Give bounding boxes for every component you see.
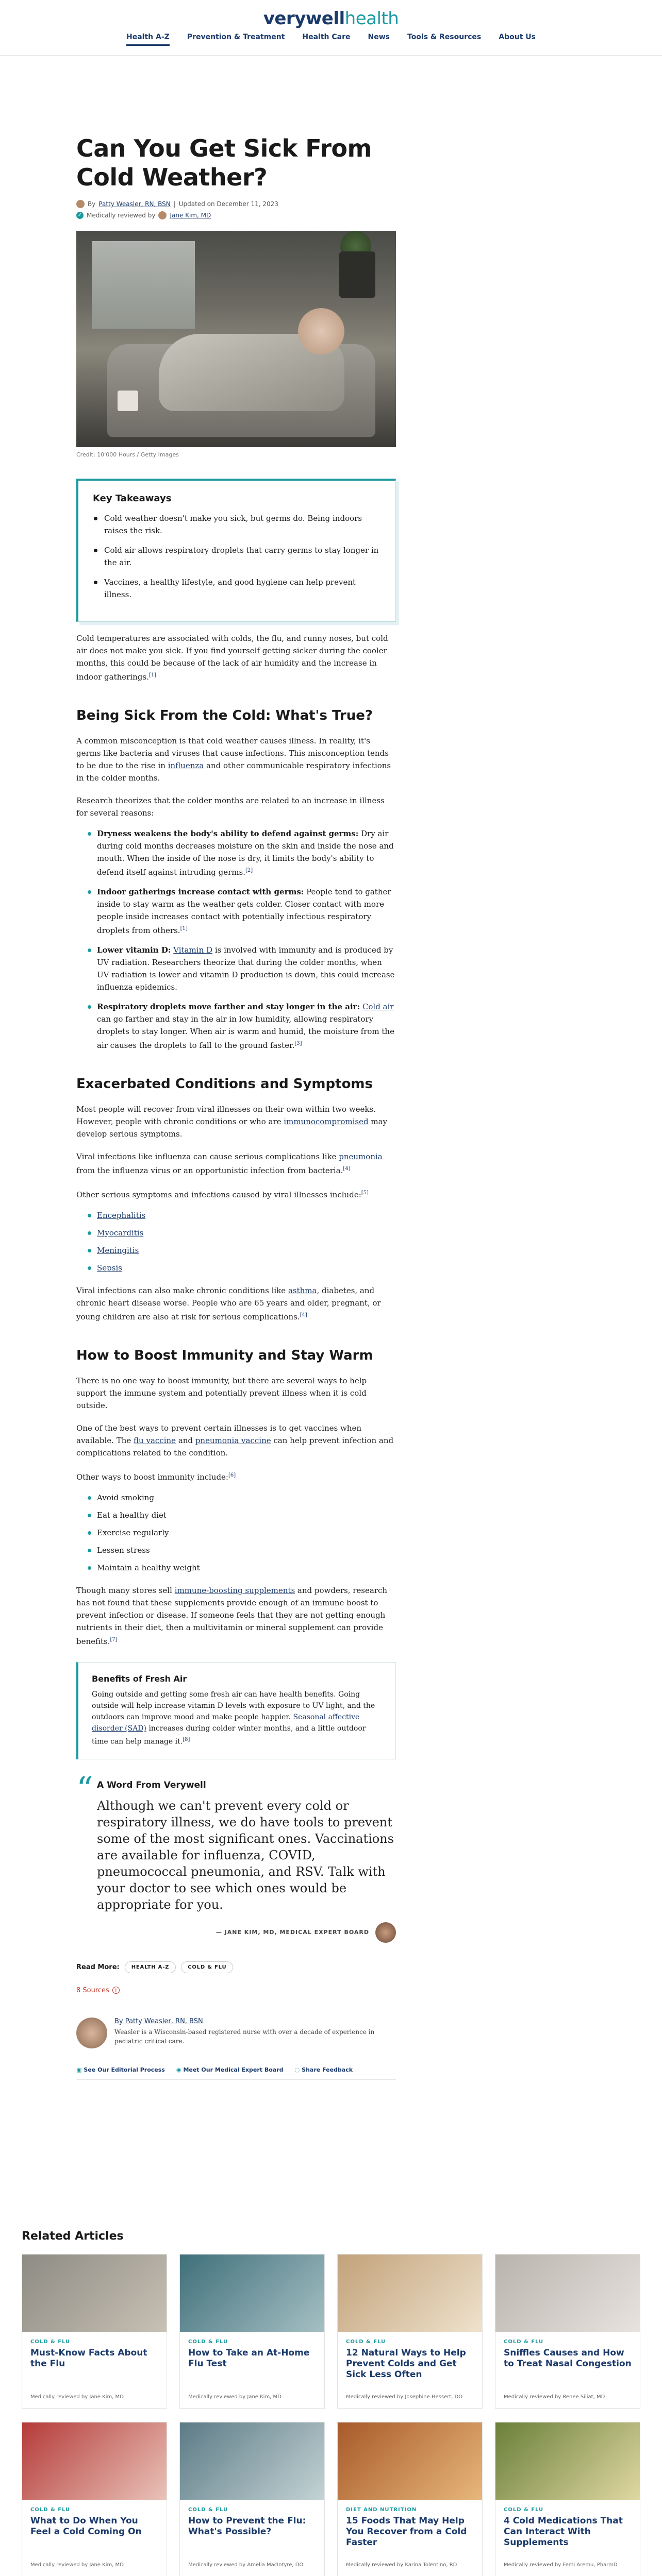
related-card[interactable] [179, 2254, 325, 2409]
complication-item [87, 1262, 396, 1274]
s2-paragraph-4 [76, 1284, 396, 1323]
takeaways-list [93, 512, 381, 601]
s1-paragraph-1 [76, 735, 396, 784]
read-more [76, 1961, 396, 1973]
share-feedback-label: Share Feedback [302, 2066, 353, 2073]
share-feedback-link[interactable] [295, 2066, 353, 2073]
site-logo[interactable] [0, 8, 662, 29]
nav-news[interactable]: News [368, 33, 390, 41]
related-card-category: DIET AND NUTRITION [346, 2507, 417, 2513]
related-card-category: COLD & FLU [30, 2339, 71, 2345]
document-icon: ▣ [76, 2066, 82, 2073]
s1-paragraph-2: Research theorizes that the colder months are related to an increase in illness for several reasons: [76, 796, 385, 818]
link-immunocompromised[interactable]: immunocompromised [284, 1117, 369, 1126]
editorial-process-label: See Our Editorial Process [84, 2066, 165, 2073]
citation[interactable]: [6] [228, 1472, 236, 1478]
link-myocarditis[interactable]: Myocarditis [97, 1228, 144, 1238]
chat-icon: ◌ [294, 2066, 300, 2073]
author-bio-avatar [76, 2018, 107, 2048]
fresh-air-body-end: increases during colder winter months, and a little outdoor time can help manage it. [92, 1724, 366, 1746]
author-bio-name[interactable]: By Patty Weasler, RN, BSN [114, 2017, 203, 2025]
immunity-item: Maintain a healthy weight [87, 1562, 396, 1574]
fresh-air-title: Benefits of Fresh Air [92, 1674, 187, 1684]
s2-paragraph-3 [76, 1187, 396, 1201]
chip-health-a-z[interactable]: HEALTH A-Z [125, 1961, 176, 1973]
immunity-item: Avoid smoking [87, 1492, 396, 1504]
s2-paragraph-1 [76, 1103, 396, 1140]
reason-item [87, 944, 396, 993]
nav-prevention-treatment[interactable]: Prevention & Treatment [187, 33, 285, 41]
hero-cup [118, 391, 138, 411]
complication-item [87, 1244, 396, 1257]
hero-image [76, 231, 396, 447]
link-influenza[interactable]: influenza [168, 761, 204, 770]
nav-tools-resources[interactable]: Tools & Resources [407, 33, 482, 41]
link-flu-vaccine[interactable]: flu vaccine [134, 1436, 176, 1445]
related-card-image [22, 2255, 167, 2332]
reason-heading: Dryness weakens the body's ability to defend against germs: [97, 829, 359, 838]
expert-board-label: Meet Our Medical Expert Board [183, 2066, 284, 2073]
reason-text: can go farther and stay in the air in low humidity, allowing respiratory droplets to stay longer. When air is warm and humid, the moisture from the air causes the droplets to fall to the ground faster. [97, 1014, 394, 1050]
word-attribution [97, 1922, 396, 1943]
author-bio-box [76, 2008, 396, 2048]
chip-cold-flu[interactable]: COLD & FLU [181, 1961, 233, 1973]
article-title: Can You Get Sick From Cold Weather? [76, 134, 372, 191]
s2-p1-text-end: may develop serious symptoms. [76, 1117, 387, 1139]
s2-p4-text: Viral infections can also make chronic conditions like [76, 1286, 286, 1295]
section-title-conditions: Exacerbated Conditions and Symptoms [76, 1076, 373, 1092]
takeaway-item: Vaccines, a healthy lifestyle, and good hygiene can help prevent illness. [93, 576, 381, 601]
related-card-title[interactable]: 4 Cold Medications That Can Interact With Supplements [504, 2516, 623, 2548]
reason-text: Dry air during cold months decreases moisture on the skin and inside the nose and mouth. When the inside of the nose is dry, it limits the body's ability to defend itself against intruding germs. [97, 829, 394, 877]
fresh-air-text [92, 1689, 382, 1748]
s3-paragraph-3 [76, 1469, 396, 1483]
reason-heading: Respiratory droplets move farther and stay longer in the air: [97, 1002, 360, 1011]
link-pneumonia-vaccine[interactable]: pneumonia vaccine [195, 1436, 271, 1445]
s2-p2-text-end: from the influenza virus or an opportunistic infection from bacteria. [76, 1166, 343, 1175]
reason-item [87, 886, 396, 937]
section-title-whats-true: Being Sick From the Cold: What's True? [76, 708, 373, 723]
author-bio-text: Weasler is a Wisconsin-based registered nurse with over a decade of experience in pediatric critical care. [114, 2028, 375, 2045]
nav-about-us[interactable]: About Us [499, 33, 536, 41]
related-card-title[interactable]: 15 Foods That May Help You Recover from a Cold Faster [346, 2516, 467, 2548]
link-asthma[interactable]: asthma [288, 1286, 317, 1295]
related-card-reviewer: Medically reviewed by Josephine Hessert, DO [346, 2394, 463, 2400]
related-card-category: COLD & FLU [188, 2507, 228, 2513]
immunity-list [76, 1492, 396, 1574]
s2-p3-text: Other serious symptoms and infections caused by viral illnesses include: [76, 1190, 361, 1199]
expert-board-link[interactable] [176, 2066, 284, 2073]
reason-text: is involved with immunity and is produced by UV radiation. Researchers theorize that during the colder months, when UV radiation is lower and vitamin D production is down, this could increase influenza epidemics. [97, 945, 395, 992]
s2-p2-text: Viral infections like influenza can cause serious complications like [76, 1152, 337, 1161]
s2-p1-text: Most people will recover from viral illnesses on their own within two weeks. However, people with chronic conditions or who are [76, 1105, 376, 1126]
related-card[interactable] [337, 2254, 483, 2409]
article-footer-links [76, 2060, 396, 2080]
citation[interactable]: [5] [361, 1190, 369, 1196]
reviewer-avatar [158, 211, 167, 219]
related-card[interactable] [179, 2422, 325, 2576]
related-card[interactable] [495, 2422, 640, 2576]
hero-person [298, 308, 344, 354]
related-articles [22, 2230, 640, 2576]
attribution-text: — JANE KIM, MD, MEDICAL EXPERT BOARD [216, 1929, 369, 1936]
site-header [0, 0, 662, 56]
related-card-image [22, 2422, 167, 2500]
author-link[interactable]: Patty Weasler, RN, BSN [98, 200, 171, 208]
citation[interactable]: [1] [148, 672, 157, 678]
updated-date: Updated on December 11, 2023 [178, 200, 278, 208]
s3-p4-text-end: and powders, research has not found that these supplements provide enough of an immune boost to prevent infection or disease. If someone feels that they are not getting enough nutrients in their diet, then a multivitamin or mineral supplement can provide benefits. [76, 1586, 388, 1646]
byline [76, 200, 396, 208]
related-card-title[interactable]: 12 Natural Ways to Help Prevent Colds and Get Sick Less Often [346, 2348, 466, 2380]
related-card-reviewer: Medically reviewed by Jane Kim, MD [30, 2562, 124, 2568]
citation[interactable]: [7] [110, 1637, 118, 1642]
reason-text: People tend to gather inside to stay warm as the weather gets colder. Closer contact with more people inside increases contact with potentially infectious respiratory droplets from others. [97, 887, 391, 935]
related-card-title[interactable]: Sniffles Causes and How to Treat Nasal Congestion [504, 2348, 632, 2369]
author-avatar [76, 200, 85, 208]
plus-icon: + [112, 1987, 120, 1994]
nav-health-a-z[interactable]: Health A-Z [126, 33, 170, 46]
related-card-category: COLD & FLU [30, 2507, 71, 2513]
link-cold-air[interactable]: Cold air [362, 1002, 394, 1011]
s1-p1-text: A common misconception is that cold weather causes illness. In reality, it's germs like bacteria and viruses that cause infections. This misconception tends to be due to the rise in [76, 736, 389, 770]
related-card[interactable] [22, 2254, 167, 2409]
related-card-reviewer: Medically reviewed by Jane Kim, MD [188, 2394, 282, 2400]
hero-window [92, 241, 195, 329]
s3-paragraph-4 [76, 1584, 396, 1648]
editorial-process-link[interactable] [76, 2066, 165, 2073]
word-quote: Although we can't prevent every cold or respiratory illness, we do have tools to prevent some of the most significant ones. Vaccinations are available for influenza, COVID, pneumococcal pneumonia, and RSV. Talk with your doctor to see which ones would be appropriate for you. [97, 1798, 394, 1912]
reason-item [87, 1001, 396, 1052]
s3-p2-text: One of the best ways to prevent certain illnesses is to get vaccines when available. The [76, 1423, 362, 1445]
reviewed-prefix: Medically reviewed by [87, 212, 156, 219]
byline-divider: | [173, 200, 176, 208]
section-title-boost-immunity: How to Boost Immunity and Stay Warm [76, 1348, 373, 1363]
citation[interactable]: [3] [294, 1041, 302, 1046]
related-card-reviewer: Medically reviewed by Femi Aremu, PharmD [504, 2562, 618, 2568]
related-card-image [495, 2255, 640, 2332]
s3-paragraph-2 [76, 1422, 396, 1459]
s3-paragraph-1: There is no one way to boost immunity, but there are several ways to help support the immune system and potentially prevent illness when it is cold outside. [76, 1376, 367, 1410]
s3-p4-text: Though many stores sell [76, 1586, 172, 1595]
related-card-title[interactable]: Must-Know Facts About the Flu [30, 2348, 147, 2369]
s3-p2-text-end: can help prevent infection and complications related to the condition. [76, 1436, 394, 1458]
author-bio-content [114, 2018, 396, 2048]
nav-health-care[interactable]: Health Care [302, 33, 351, 41]
takeaways-title: Key Takeaways [93, 493, 172, 504]
link-pneumonia[interactable]: pneumonia [339, 1152, 383, 1161]
reasons-list [76, 827, 396, 1052]
article [76, 134, 396, 2080]
main-nav [0, 33, 662, 46]
word-from-verywell [76, 1770, 396, 1943]
related-card-title[interactable]: How to Prevent the Flu: What's Possible? [188, 2516, 306, 2537]
related-card-reviewer: Medically reviewed by Amelia MacIntyre, DO [188, 2562, 304, 2568]
reason-item [87, 827, 396, 878]
citation[interactable]: [4] [300, 1312, 307, 1318]
related-grid [22, 2254, 640, 2576]
complication-item [87, 1227, 396, 1239]
citation[interactable]: [1] [180, 926, 188, 931]
sources-label: 8 Sources [76, 1986, 109, 1994]
s1-p1-text-end: and other communicable respiratory infections in the colder months. [76, 761, 391, 783]
check-icon: ✓ [76, 212, 84, 219]
link-vitamin-d[interactable]: Vitamin D [173, 945, 213, 955]
image-credit: Credit: 10'000 Hours / Getty Images [76, 451, 179, 458]
related-card-title[interactable]: What to Do When You Feel a Cold Coming On [30, 2516, 142, 2537]
complication-item [87, 1209, 396, 1222]
logo-verywell: verywell [263, 8, 345, 29]
immunity-item: Exercise regularly [87, 1527, 396, 1539]
related-card-image [338, 2422, 482, 2500]
link-sepsis[interactable]: Sepsis [97, 1263, 122, 1273]
intro-paragraph [76, 632, 396, 683]
related-card-reviewer: Medically reviewed by Karina Tolentino, RD [346, 2562, 457, 2568]
s3-p2-and: and [178, 1436, 193, 1445]
reason-heading: Indoor gatherings increase contact with germs: [97, 887, 304, 896]
related-card-image [338, 2255, 482, 2332]
related-card-image [180, 2422, 324, 2500]
fresh-air-callout [76, 1662, 396, 1759]
link-encephalitis[interactable]: Encephalitis [97, 1211, 146, 1220]
people-icon: ◉ [176, 2066, 181, 2073]
related-card-image [495, 2422, 640, 2500]
link-sad[interactable]: Seasonal affective disorder (SAD) [92, 1713, 360, 1733]
takeaway-item: Cold weather doesn't make you sick, but germs do. Being indoors raises the risk. [93, 512, 381, 537]
hero-shelf [339, 251, 375, 298]
reason-heading: Lower vitamin D: [97, 945, 171, 955]
intro-text: Cold temperatures are associated with colds, the flu, and runny noses, but cold air does not make you sick. If you find yourself getting sicker during the cooler months, this could be because of the lack of air humidity and the increase in indoor gatherings. [76, 634, 388, 682]
related-card[interactable] [22, 2422, 167, 2576]
fresh-air-body: Going outside and getting some fresh air can have health benefits. Going outside will help increase vitamin D levels with exposure to UV light, and the outdoors can improve mood and make people happier. [92, 1690, 375, 1721]
word-title: A Word From Verywell [97, 1780, 206, 1790]
s2-p4-text-end: , diabetes, and chronic heart disease worse. People who are 65 years and older, pregnant, or young children are also at risk for serious complications. [76, 1286, 381, 1321]
citation[interactable]: [2] [245, 868, 253, 873]
related-card-category: COLD & FLU [188, 2339, 228, 2345]
immunity-item: Lessen stress [87, 1544, 396, 1556]
link-meningitis[interactable]: Meningitis [97, 1246, 139, 1255]
related-card-category: COLD & FLU [504, 2507, 544, 2513]
read-more-label: Read More: [76, 1963, 120, 1971]
complications-list [76, 1209, 396, 1274]
expert-avatar [375, 1922, 396, 1943]
immunity-item: Eat a healthy diet [87, 1509, 396, 1521]
related-card-reviewer: Medically reviewed by Jane Kim, MD [30, 2394, 124, 2400]
s2-paragraph-2 [76, 1150, 396, 1177]
sources-toggle[interactable] [76, 1987, 396, 1994]
link-immune-supplements[interactable]: immune-boosting supplements [174, 1586, 295, 1595]
citation[interactable]: [4] [343, 1166, 351, 1172]
reviewer-link[interactable]: Jane Kim, MD [170, 212, 211, 219]
related-card-category: COLD & FLU [346, 2339, 386, 2345]
citation[interactable]: [8] [183, 1737, 190, 1742]
related-card-reviewer: Medically reviewed by Renee Siliat, MD [504, 2394, 605, 2400]
related-card[interactable] [495, 2254, 640, 2409]
s3-p3-text: Other ways to boost immunity include: [76, 1472, 228, 1482]
related-card-category: COLD & FLU [504, 2339, 544, 2345]
medically-reviewed [76, 211, 396, 219]
key-takeaways [76, 479, 396, 622]
related-title: Related Articles [22, 2230, 124, 2243]
related-card-image [180, 2255, 324, 2332]
related-card-title[interactable]: How to Take an At-Home Flu Test [188, 2348, 310, 2369]
byline-prefix: By [88, 200, 96, 208]
logo-health: health [344, 8, 399, 29]
quote-icon: “ [76, 1770, 93, 1808]
takeaway-item: Cold air allows respiratory droplets that carry germs to stay longer in the air. [93, 544, 381, 569]
related-card[interactable] [337, 2422, 483, 2576]
